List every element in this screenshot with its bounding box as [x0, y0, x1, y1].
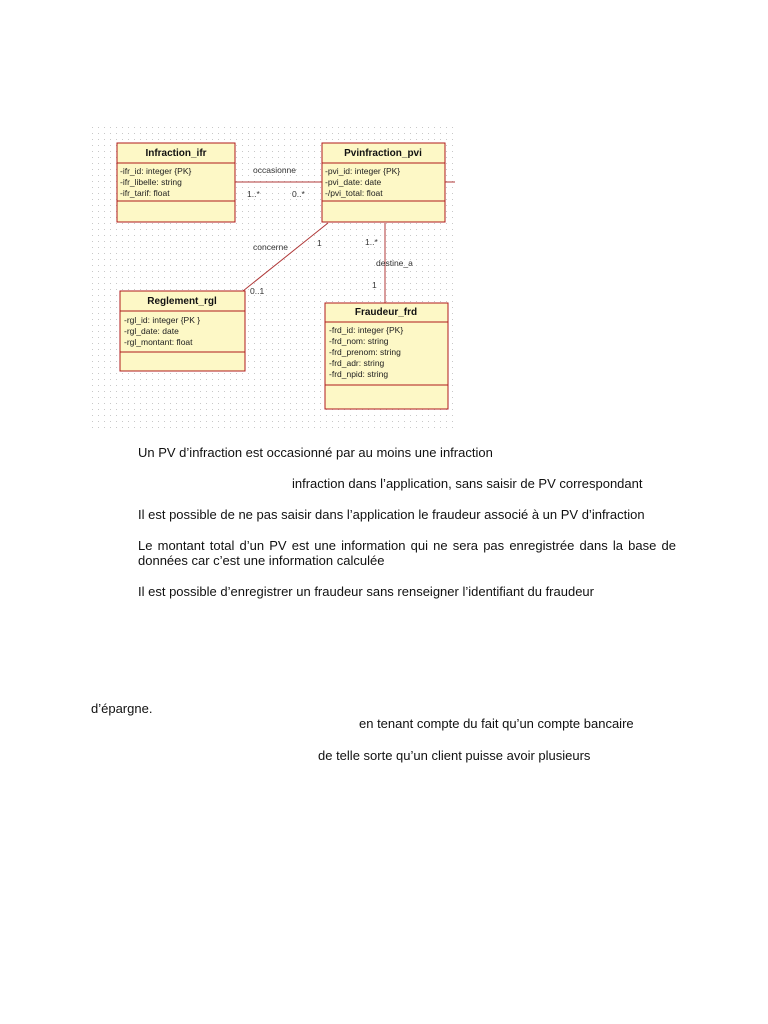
class-infraction-ifr: [117, 143, 235, 222]
class-attribute: -frd_id: integer {PK}: [329, 325, 404, 335]
rule-infraction-sans-pv: infraction dans l’application, sans saisir de PV correspondant: [292, 476, 643, 491]
multiplicity-concerne-pv: 1: [317, 238, 322, 248]
association-name-occasionne: occasionne: [253, 165, 297, 175]
rule-pv-occasionne: Un PV d’infraction est occasionné par au moins une infraction: [138, 445, 493, 460]
class-attribute: -/pvi_total: float: [325, 188, 383, 198]
class-attribute: -frd_npid: string: [329, 369, 389, 379]
multiplicity-pv-side: 0..*: [292, 189, 305, 199]
class-attribute: -frd_nom: string: [329, 336, 389, 346]
association-name-destine-a: destine_a: [376, 258, 413, 268]
class-attribute: -frd_adr: string: [329, 358, 385, 368]
class-attribute: -rgl_date: date: [124, 326, 179, 336]
class-attribute: -frd_prenom: string: [329, 347, 401, 357]
class-name: Fraudeur_frd: [354, 307, 418, 318]
rule-fraudeur-optionnel: Il est possible de ne pas saisir dans l’application le fraudeur associé à un PV d’infraction: [138, 507, 645, 522]
multiplicity-destine-pv: 1..*: [365, 237, 378, 247]
fragment-client-plusieurs: de telle sorte qu’un client puisse avoir plusieurs: [318, 748, 591, 763]
fragment-compte-bancaire: en tenant compte du fait qu’un compte bancaire: [359, 716, 634, 731]
class-attribute: -ifr_libelle: string: [120, 177, 182, 187]
fragment-epargne: d’épargne.: [91, 701, 153, 716]
uml-class-diagram: [90, 125, 455, 430]
class-attribute: -ifr_id: integer {PK}: [120, 166, 192, 176]
class-reglement-rgl: [120, 291, 245, 371]
class-attribute: -ifr_tarif: float: [120, 188, 170, 198]
association-name-concerne: concerne: [253, 242, 288, 252]
class-attribute: -rgl_id: integer {PK }: [124, 315, 201, 325]
multiplicity-infraction-side: 1..*: [247, 189, 260, 199]
rule-montant-calcule: Le montant total d’un PV est une information qui ne sera pas enregistrée dans la base de données car c’est une information calculée: [138, 538, 676, 568]
multiplicity-concerne-rgl: 0..1: [250, 286, 265, 296]
class-pvinfraction-pvi: [322, 143, 445, 222]
class-fraudeur-frd: [325, 303, 448, 409]
class-attribute: -pvi_date: date: [325, 177, 382, 187]
class-name: Pvinfraction_pvi: [344, 148, 422, 159]
class-attribute: -pvi_id: integer {PK}: [325, 166, 401, 176]
multiplicity-destine-frd: 1: [372, 280, 377, 290]
class-attribute: -rgl_montant: float: [124, 337, 193, 347]
class-name: Reglement_rgl: [147, 296, 217, 307]
rule-fraudeur-sans-identifiant: Il est possible d’enregistrer un fraudeur sans renseigner l’identifiant du fraudeur: [138, 584, 594, 599]
class-name: Infraction_ifr: [145, 148, 207, 159]
